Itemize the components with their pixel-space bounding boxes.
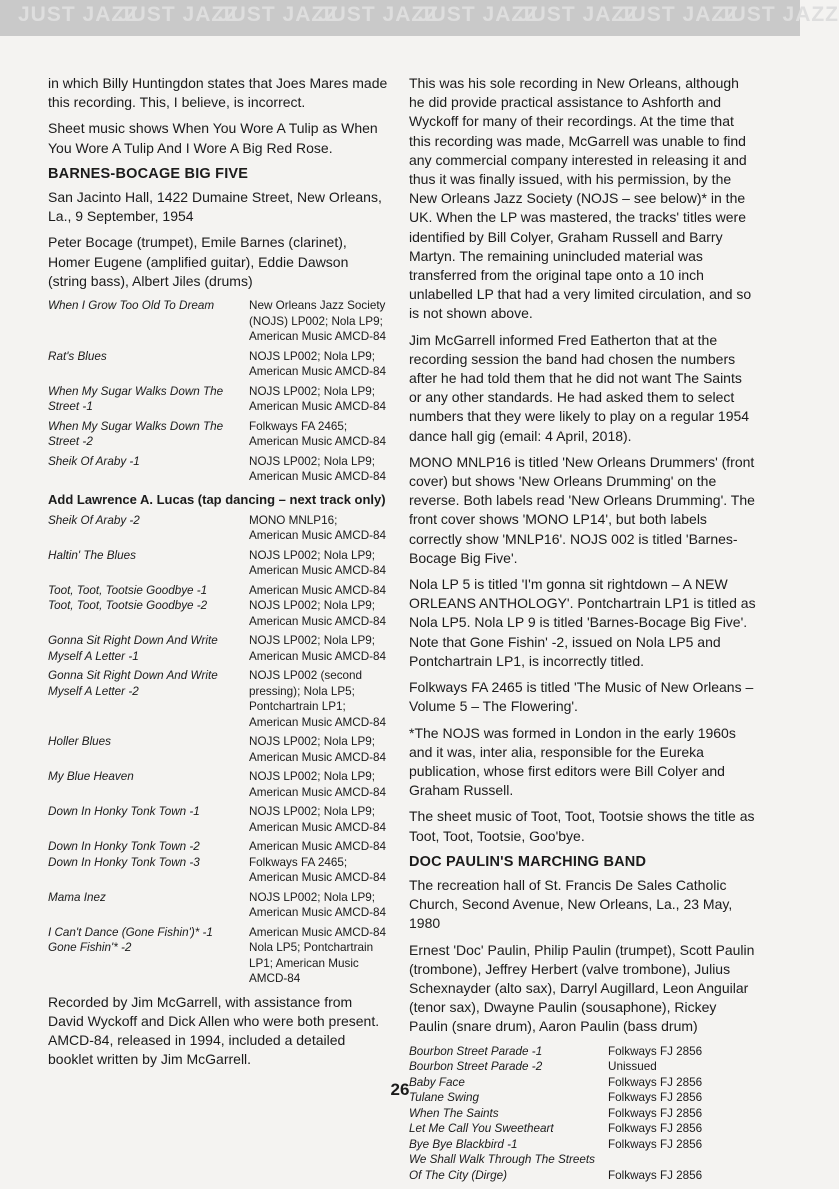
track-title: Down In Honky Tonk Town -3 — [48, 855, 200, 869]
track-list — [48, 513, 388, 987]
track-release: Folkways FA 2465; American Music AMCD-84 — [249, 855, 387, 885]
track-list — [409, 1044, 757, 1184]
track-row — [48, 769, 388, 800]
track-release: NOJS LP002; Nola LP9; American Music AMCD-84 — [249, 349, 387, 379]
track-row — [48, 349, 388, 380]
running-header-text: JUST JAZZ — [18, 3, 140, 26]
track-row — [48, 925, 388, 941]
section-title: BARNES-BOCAGE BIG FIVE — [48, 165, 249, 182]
track-title: Let Me Call You Sweetheart — [409, 1122, 554, 1136]
body-paragraph: The sheet music of Toot, Toot, Tootsie shows the title as Toot, Toot, Tootsie, Goo'bye. — [409, 808, 755, 844]
track-release: Folkways FJ 2856 — [608, 1075, 703, 1089]
track-release: NOJS LP002; Nola LP9; American Music AMCD-84 — [249, 454, 387, 484]
track-row — [48, 598, 388, 629]
running-header — [0, 0, 839, 36]
running-header-text: JUST JAZZ — [718, 3, 839, 26]
track-release: NOJS LP002 (second pressing); Nola LP5; Pontchartrain LP1; American Music AMCD-84 — [249, 669, 387, 729]
track-title: We Shall Walk Through The Streets Of The City (Dirge) — [409, 1153, 596, 1182]
track-title: Down In Honky Tonk Town -1 — [48, 805, 200, 819]
track-row — [48, 454, 388, 485]
track-title: My Blue Heaven — [48, 770, 134, 784]
session-personnel: Peter Bocage (trumpet), Emile Barnes (clarinet), Homer Eugene (amplified guitar), Eddie Dawson (string bass), Albert Jiles (drums) — [48, 234, 349, 289]
track-release: NOJS LP002; Nola LP9; American Music AMCD-84 — [249, 634, 387, 663]
track-release: Folkways FA 2465; American Music AMCD-84 — [249, 419, 387, 449]
track-title: When The Saints — [409, 1106, 499, 1120]
running-header-text: JUST JAZZ — [318, 3, 440, 26]
sheet-music-note: Sheet music shows When You Wore A Tulip as When You Wore A Tulip And I Wore A Big Red Rose. — [48, 120, 378, 156]
intro-paragraph: in which Billy Huntingdon states that Joes Mares made this recording. This, I believe, is incorrect. — [48, 75, 388, 111]
track-row — [409, 1152, 757, 1183]
track-title: Bourbon Street Parade -2 — [409, 1060, 543, 1074]
track-row — [48, 940, 388, 987]
track-row — [409, 1106, 757, 1122]
track-row — [48, 583, 388, 599]
track-row — [48, 890, 388, 921]
recording-credit: Recorded by Jim McGarrell, with assistance from David Wyckoff and Dick Allen who were both present. AMCD-84, released in 1994, included a detailed booklet written by Jim McGarrell. — [48, 993, 380, 1068]
track-row — [409, 1059, 757, 1075]
track-title: Holler Blues — [48, 735, 112, 749]
track-title: Tulane Swing — [409, 1091, 479, 1105]
personnel-change-note: Add Lawrence A. Lucas (tap dancing – next track only) — [48, 491, 386, 507]
body-paragraph: This was his sole recording in New Orleans, although he did provide practical assistance to Ashforth and Wyckoff for many of their recordings. At the time that this recording was made, McGarrell was unable to find any commercial company interested in releasing it and thus it was finally issued, with his permission, by the New Orleans Jazz Society (NOJS – see below)* in the UK. When the LP was mastered, the tracks' titles were identified by Bill Colyer, Graham Russell and Barry Martyn. The remaining unincluded material was transferred from the original tape onto a 10 inch unlabelled LP that had a very limited circulation, and so is not shown above. — [409, 75, 752, 322]
track-title: Bye Bye Blackbird -1 — [409, 1137, 518, 1151]
running-header-text: JUST JAZZ — [218, 3, 340, 26]
body-paragraph: *The NOJS was formed in London in the early 1960s and it was, inter alia, responsible for the Eureka publication, whose first editors were Bill Colyer and Graham Russell. — [409, 724, 736, 799]
track-row — [48, 419, 388, 450]
track-row — [48, 633, 388, 664]
track-release: NOJS LP002; Nola LP9; American Music AMCD-84 — [249, 384, 387, 414]
track-row — [48, 839, 388, 855]
track-row — [48, 855, 388, 886]
track-release: Folkways FJ 2856 — [608, 1122, 703, 1136]
track-row — [409, 1137, 757, 1153]
right-column — [409, 74, 757, 1189]
track-release: Folkways FJ 2856 — [608, 1091, 703, 1105]
track-row — [48, 668, 388, 730]
session-venue: San Jacinto Hall, 1422 Dumaine Street, New Orleans, La., 9 September, 1954 — [48, 189, 382, 225]
track-release: Folkways FJ 2856 — [608, 1168, 703, 1182]
track-row — [48, 548, 388, 579]
track-release: American Music AMCD-84 — [249, 840, 387, 854]
track-title: Down In Honky Tonk Town -2 — [48, 840, 200, 854]
track-title: Gonna Sit Right Down And Write Myself A Letter -2 — [48, 669, 218, 698]
track-release: NOJS LP002; Nola LP9; American Music AMCD-84 — [249, 805, 387, 834]
track-row — [48, 804, 388, 835]
track-title: Toot, Toot, Tootsie Goodbye -2 — [48, 599, 208, 613]
track-title: When My Sugar Walks Down The Street -1 — [48, 384, 224, 414]
track-release: NOJS LP002; Nola LP9; American Music AMCD-84 — [249, 890, 387, 920]
track-title: Haltin' The Blues — [48, 548, 136, 562]
track-title: Sheik Of Araby -2 — [48, 513, 140, 527]
track-release: Folkways FJ 2856 — [608, 1106, 703, 1120]
track-row — [48, 384, 388, 415]
track-title: Gonna Sit Right Down And Write Myself A Letter -1 — [48, 634, 218, 663]
track-release: Folkways FJ 2856 — [608, 1044, 703, 1058]
track-release: Folkways FJ 2856 — [608, 1137, 703, 1151]
track-release: NOJS LP002; Nola LP9; American Music AMCD-84 — [249, 770, 387, 799]
track-row — [409, 1044, 757, 1060]
body-paragraph: Jim McGarrell informed Fred Eatherton that at the recording session the band had chosen the numbers after he had told them that he did not want The Saints or any other standards. He had asked them to select numbers that they were likely to play on a regular 1954 dance hall gig (email: 4 April, 2018). — [409, 331, 750, 444]
track-title: I Can't Dance (Gone Fishin')* -1 — [48, 925, 213, 939]
body-paragraph: Nola LP 5 is titled 'I'm gonna sit rightdown – A NEW ORLEANS ANTHOLOGY'. Pontchartrain LP1 is titled as Nola LP5. Nola LP 9 is titled 'Barnes-Bocage Big Five'. Note that Gone Fishin' -2, issued on Nola LP5 and Pontchartrain LP1, is incorrectly titled. — [409, 576, 756, 669]
track-release: NOJS LP002; Nola LP9; American Music AMCD-84 — [249, 735, 387, 764]
left-column — [48, 74, 388, 1076]
track-row — [48, 513, 388, 544]
track-title: Rat's Blues — [48, 349, 107, 363]
track-title: When I Grow Too Old To Dream — [48, 299, 215, 313]
running-header-text: JUST JAZZ — [618, 3, 740, 26]
track-title: Sheik Of Araby -1 — [48, 454, 140, 468]
body-paragraph: Folkways FA 2465 is titled 'The Music of New Orleans – Volume 5 – The Flowering'. — [409, 679, 754, 715]
track-release: American Music AMCD-84 — [249, 583, 387, 597]
track-title: Bourbon Street Parade -1 — [409, 1044, 543, 1058]
running-header-text: JUST JAZZ — [418, 3, 540, 26]
track-row — [48, 734, 388, 765]
track-title: Baby Face — [409, 1075, 465, 1089]
body-paragraph: MONO MNLP16 is titled 'New Orleans Drummers' (front cover) but shows 'New Orleans Drumming' on the reverse. Both labels read 'New Orleans Drumming'. The front cover shows 'MONO LP14', but both labels correctly show 'MNLP16'. NOJS 002 is titled 'Barnes-Bocage Big Five'. — [409, 453, 755, 566]
page-number: 26 — [390, 1080, 410, 1099]
running-header-text: JUST JAZZ — [118, 3, 240, 26]
track-title: When My Sugar Walks Down The Street -2 — [48, 419, 224, 449]
track-list — [48, 298, 388, 485]
track-release: NOJS LP002; Nola LP9; American Music AMCD-84 — [249, 548, 387, 578]
track-title: Toot, Toot, Tootsie Goodbye -1 — [48, 583, 208, 597]
session-venue: The recreation hall of St. Francis De Sales Catholic Church, Second Avenue, New Orleans, La., 23 May, 1980 — [409, 876, 733, 932]
track-row — [48, 298, 388, 345]
track-release: Nola LP5; Pontchartrain LP1; American Music AMCD-84 — [249, 941, 374, 986]
track-row — [409, 1121, 757, 1137]
track-release: NOJS LP002; Nola LP9; American Music AMCD-84 — [249, 599, 387, 628]
track-release: MONO MNLP16; American Music AMCD-84 — [249, 513, 387, 543]
track-title: Mama Inez — [48, 890, 106, 904]
session-personnel: Ernest 'Doc' Paulin, Philip Paulin (trumpet), Scott Paulin (trombone), Jeffrey Herbert (valve trombone), Julius Schexnayder (alto sax), Darryl Augillard, Leon Anguilar (tenor sax), Dwayne Paulin (sousaphone), Rickey Paulin (snare drum), Aaron Paulin (bass drum) — [409, 941, 755, 1035]
track-release: Unissued — [608, 1060, 657, 1074]
track-release: American Music AMCD-84 — [249, 925, 387, 939]
running-header-text: JUST JAZZ — [518, 3, 640, 26]
section-title: DOC PAULIN'S MARCHING BAND — [409, 853, 647, 870]
track-title: Gone Fishin'* -2 — [48, 941, 132, 955]
track-release: New Orleans Jazz Society (NOJS) LP002; Nola LP9; American Music AMCD-84 — [249, 299, 387, 344]
